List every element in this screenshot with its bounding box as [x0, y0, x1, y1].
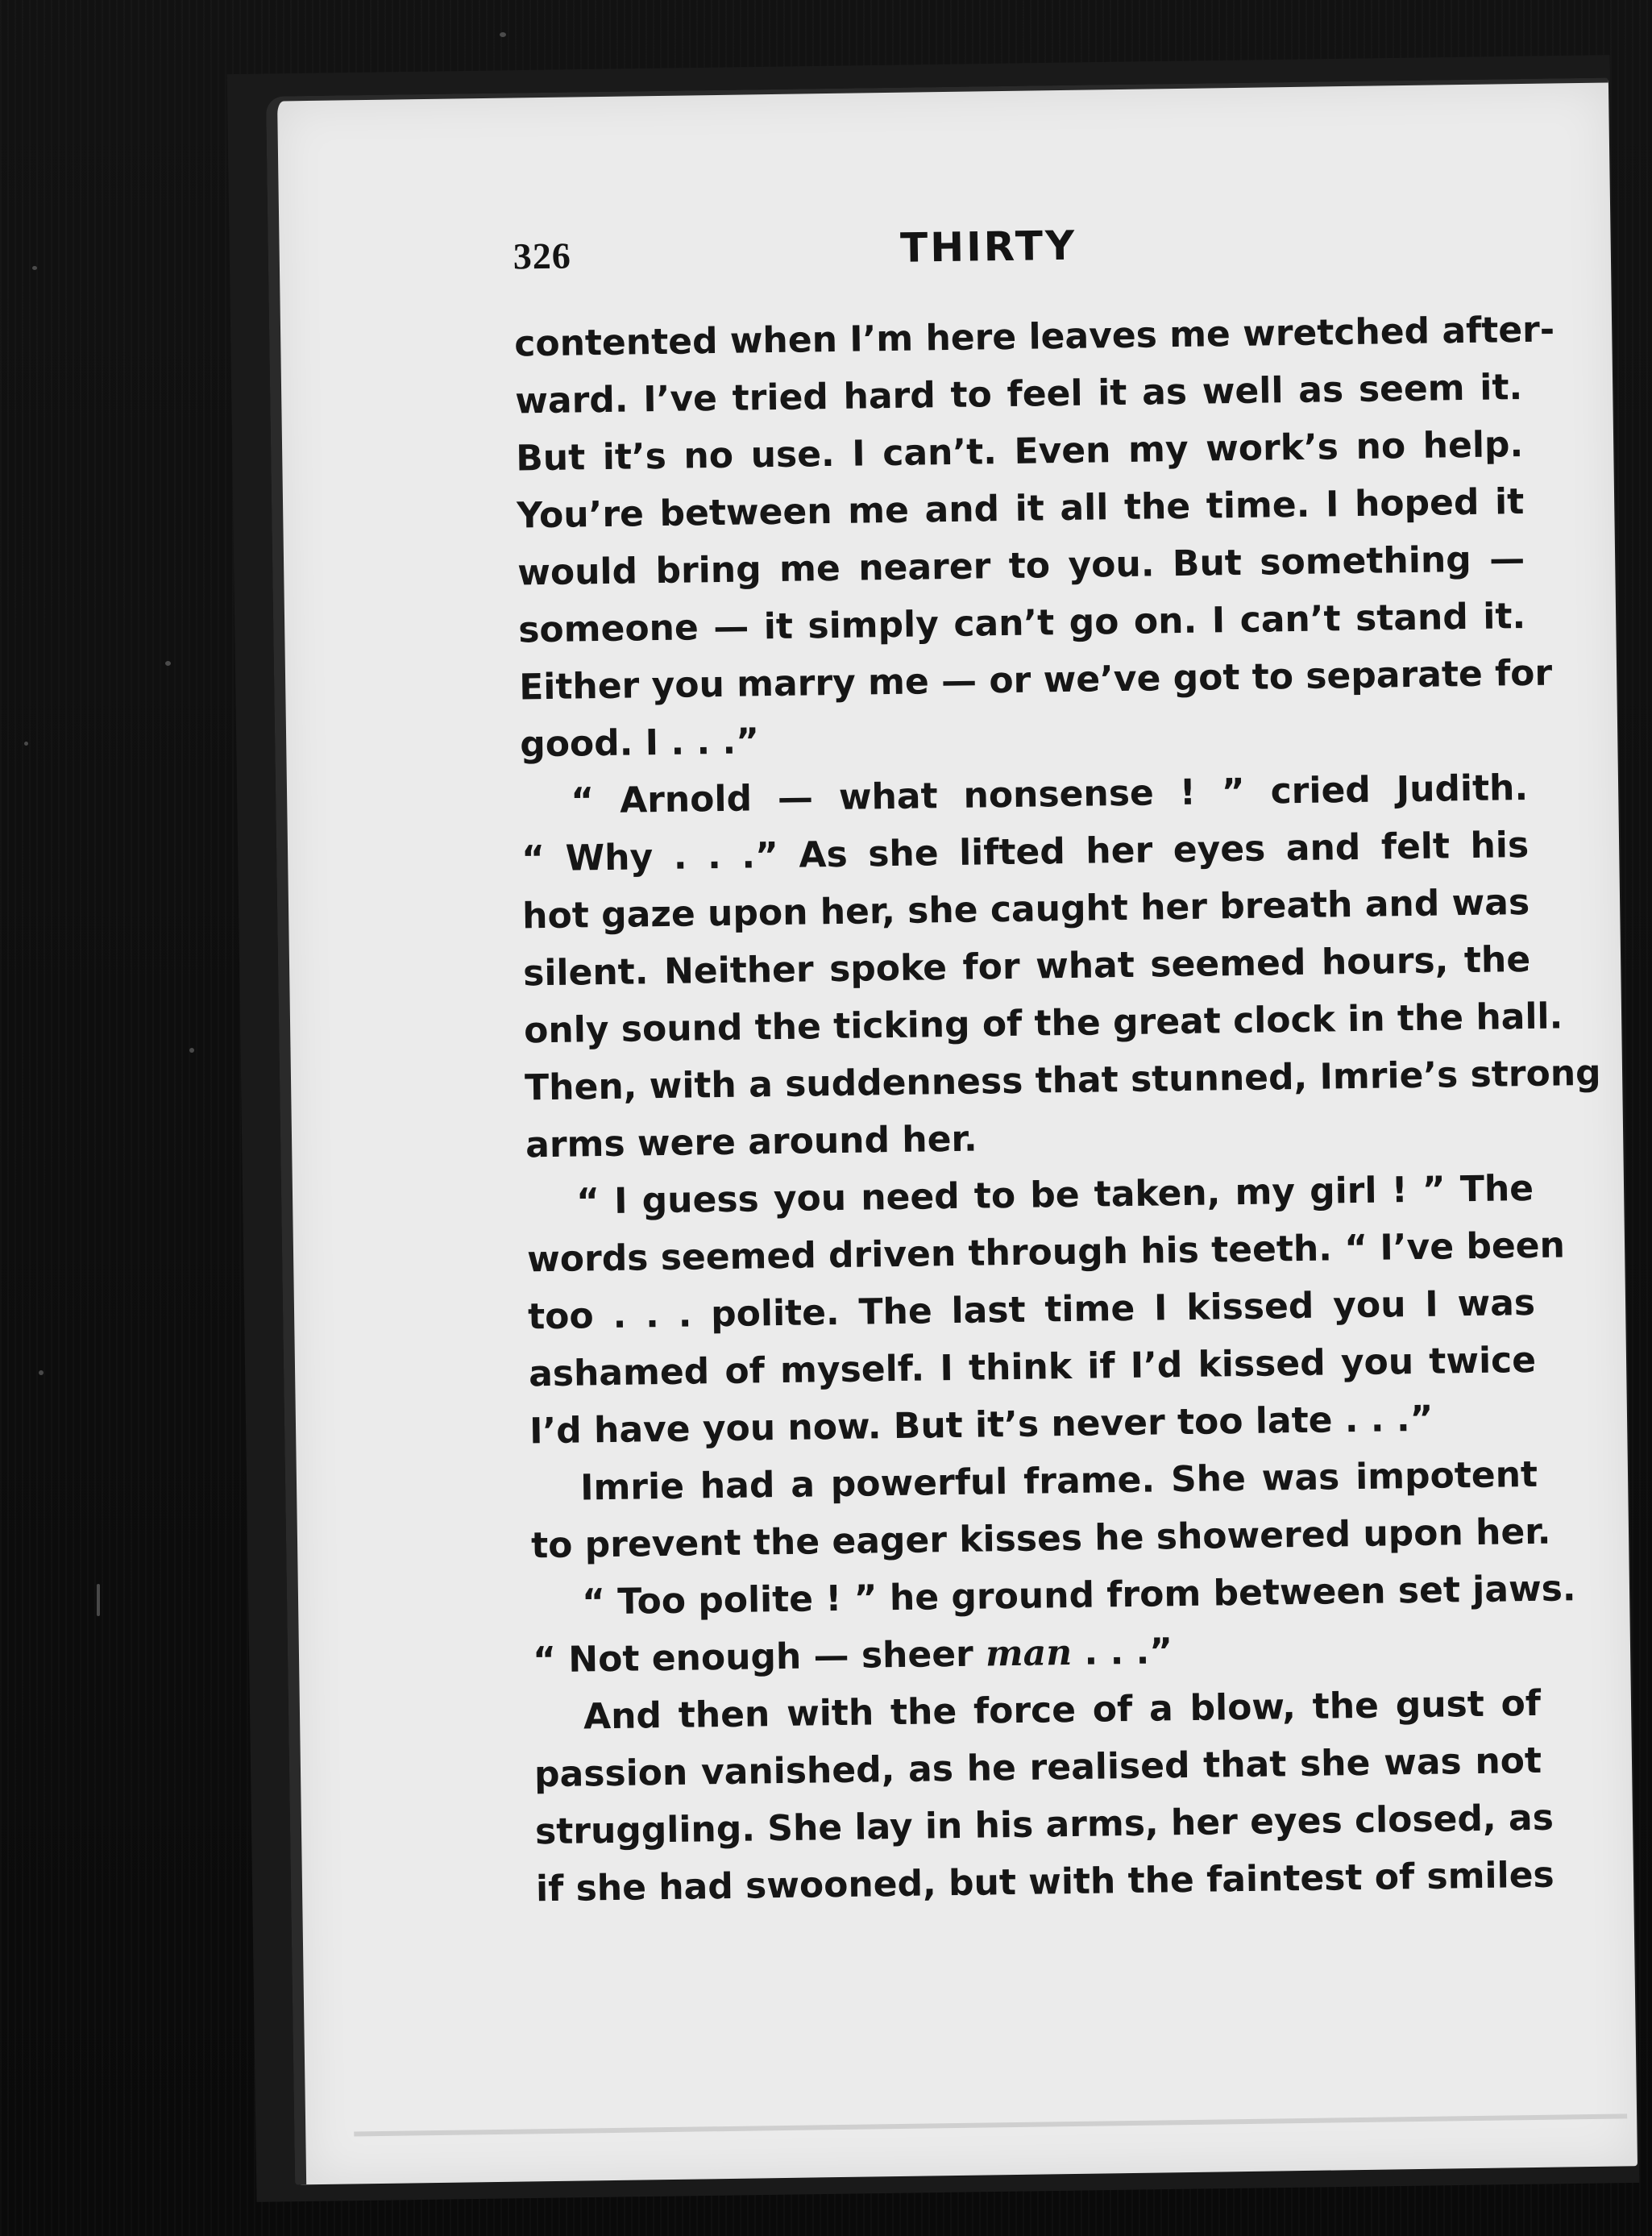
dust-speck: [32, 266, 37, 270]
text-line: contented when I’m here leaves me wretched after-: [513, 309, 1555, 365]
text-line: words seemed driven through his teeth. “ I’ve been: [526, 1224, 1566, 1281]
text-run: “ Not enough — sheer: [532, 1633, 986, 1681]
text-line: struggling. She lay in his arms, her eyes closed, as: [534, 1797, 1554, 1853]
text-line: But it’s no use. I can’t. Even my work’s no help.: [515, 424, 1524, 480]
text-line: if she had swooned, but with the faintest of smiles: [535, 1854, 1555, 1910]
dust-speck: [189, 1048, 194, 1053]
text-line: to prevent the eager kisses he showered upon her.: [530, 1511, 1551, 1567]
dust-speck: [500, 32, 506, 37]
text-line: ashamed of myself. I think if I’d kissed you twice: [528, 1339, 1537, 1395]
text-line: “ I guess you need to be taken, my girl ! ” The: [575, 1167, 1534, 1223]
text-line: arms were around her.: [525, 1118, 978, 1166]
dust-speck: [165, 661, 171, 666]
text-line: I’d have you now. But it’s never too late . . .”: [529, 1398, 1434, 1453]
text-line: passion vanished, as he realised that she was not: [533, 1739, 1542, 1796]
text-line: Then, with a suddenness that stunned, Imrie’s strong: [524, 1052, 1601, 1109]
text-line: someone — it simply can’t go on. I can’t stand it.: [517, 595, 1526, 651]
page-number: 326: [513, 235, 572, 277]
text-line: “ Too polite ! ” he ground from between set jaws.: [581, 1568, 1576, 1623]
text-run: . . .”: [1071, 1631, 1173, 1673]
book-page: [266, 77, 1637, 2184]
text-line: only sound the ticking of the great clock in the hall.: [523, 995, 1563, 1052]
text-line: would bring me nearer to you. But something —: [517, 538, 1525, 594]
text-line: And then with the force of a blow, the gust of: [583, 1682, 1542, 1738]
text-line: hot gaze upon her, she caught her breath and was: [521, 881, 1530, 937]
text-line: “ Why . . .” As she lifted her eyes and felt his: [521, 824, 1530, 880]
text-line: too . . . polite. The last time I kissed you I was: [527, 1282, 1536, 1338]
emphasis-text: man: [985, 1631, 1073, 1675]
text-line: silent. Neither spoke for what seemed hours, the: [522, 938, 1531, 995]
text-line: Imrie had a powerful frame. She was impotent: [579, 1453, 1538, 1509]
dust-speck: [97, 1584, 100, 1616]
body-text: [513, 301, 1601, 1918]
page-edge: [354, 2113, 1627, 2136]
running-title: THIRTY: [899, 222, 1077, 272]
page-header: [513, 222, 1464, 299]
text-line: good. I . . .”: [519, 721, 760, 766]
dust-speck: [24, 742, 28, 746]
text-line: Either you marry me — or we’ve got to separate for: [518, 652, 1553, 709]
text-line: You’re between me and it all the time. I hoped it: [516, 481, 1525, 537]
text-line: ward. I’ve tried hard to feel it as well as seem it.: [514, 367, 1523, 422]
text-line: “ Arnold — what nonsense ! ” cried Judith.: [570, 767, 1529, 822]
dust-speck: [39, 1370, 44, 1375]
